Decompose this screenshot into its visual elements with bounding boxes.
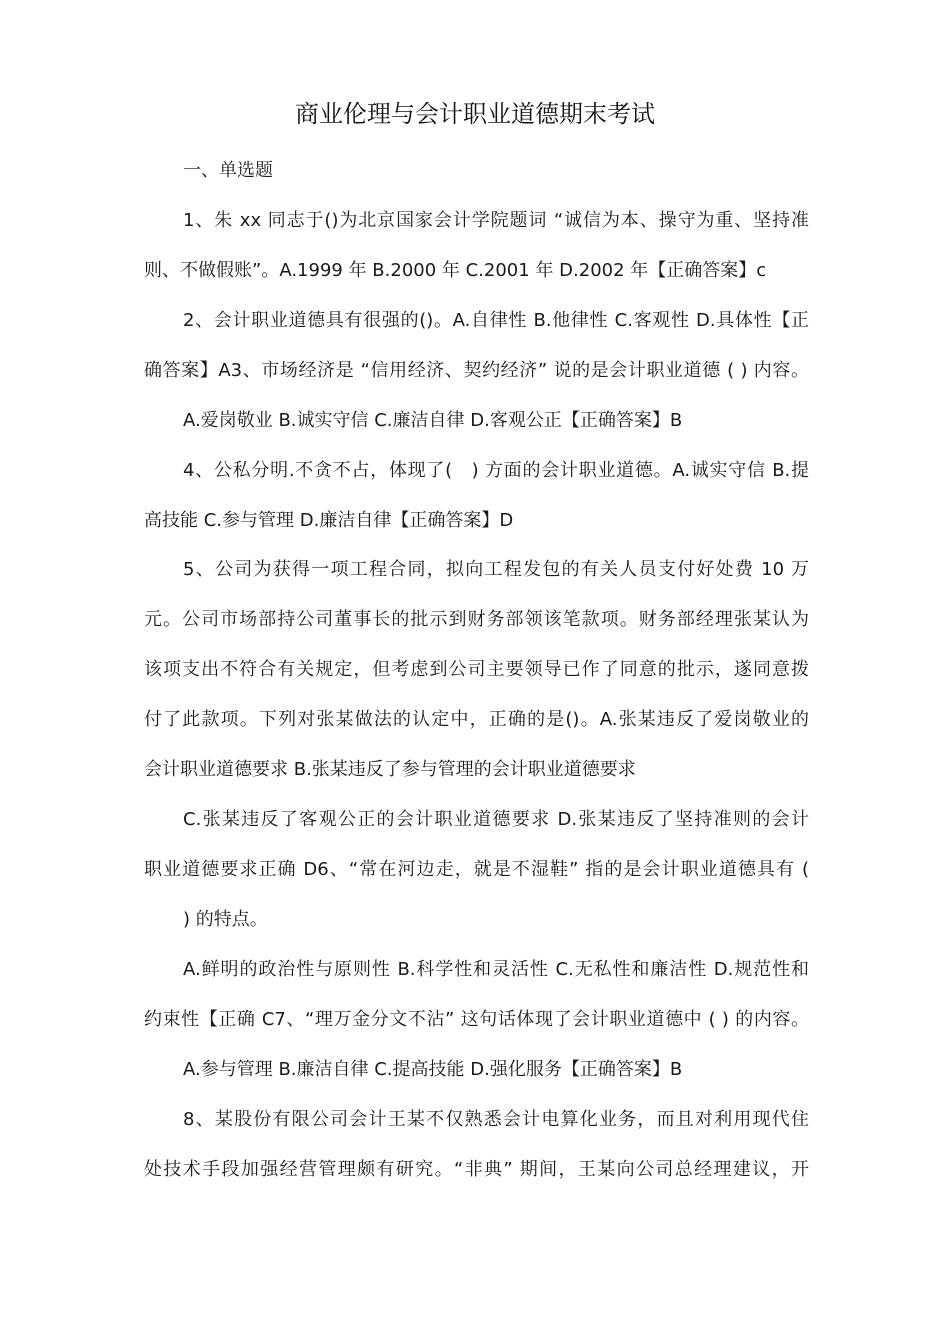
section-heading: 一、单选题 (183, 160, 273, 181)
text-line: 处技术手段加强经营管理颇有研究。“非典” 期间，王某向公司总经理建议，开 (144, 1159, 809, 1180)
text-line: 确答案】A3、市场经济是 “信用经济、契约经济” 说的是会计职业道德 ( ) 内容。 (144, 360, 809, 381)
text-line: C.张某违反了客观公正的会计职业道德要求 D.张某违反了坚持准则的会计 (183, 809, 809, 830)
text-line: 8、某股份有限公司会计王某不仅熟悉会计电算化业务，而且对利用现代住 (183, 1109, 809, 1130)
text-line: 约束性【正确 C7、“理万金分文不沾” 这句话体现了会计职业道德中 ( ) 的内容。 (144, 1009, 809, 1030)
text-line: A.参与管理 B.廉洁自律 C.提高技能 D.强化服务【正确答案】B (183, 1059, 683, 1080)
text-line: ) 的特点。 (183, 909, 268, 930)
document-title: 商业伦理与会计职业道德期末考试 (295, 100, 655, 128)
text-line: 该项支出不符合有关规定，但考虑到公司主要领导已作了同意的批示，遂同意拨 (144, 659, 809, 680)
text-line: 5、公司为获得一项工程合同，拟向工程发包的有关人员支付好处费 10 万 (183, 559, 809, 580)
text-line: A.鲜明的政治性与原则性 B.科学性和灵活性 C.无私性和廉洁性 D.规范性和 (183, 959, 809, 980)
text-line: 1、朱 xx 同志于()为北京国家会计学院题词 “诚信为本、操守为重、坚持准 (183, 210, 809, 231)
text-line: 职业道德要求正确 D6、“常在河边走，就是不湿鞋” 指的是会计职业道德具有 ( (144, 859, 809, 880)
text-line: 4、公私分明.不贪不占，体现了( ) 方面的会计职业道德。A.诚实守信 B.提 (183, 460, 809, 481)
text-line: 元。公司市场部持公司董事长的批示到财务部领该笔款项。财务部经理张某认为 (144, 609, 809, 630)
text-line: 高技能 C.参与管理 D.廉洁自律【正确答案】D (144, 510, 514, 531)
text-line: 付了此款项。下列对张某做法的认定中，正确的是()。A.张某违反了爱岗敬业的 (144, 709, 809, 730)
text-line: A.爱岗敬业 B.诚实守信 C.廉洁自律 D.客观公正【正确答案】B (183, 410, 683, 431)
text-line: 则、不做假账”。A.1999 年 B.2000 年 C.2001 年 D.2002 年【正确答案】c (144, 260, 767, 281)
text-line: 2、会计职业道德具有很强的()。A.自律性 B.他律性 C.客观性 D.具体性【正 (183, 310, 809, 331)
text-line: 会计职业道德要求 B.张某违反了参与管理的会计职业道德要求 (144, 759, 636, 780)
